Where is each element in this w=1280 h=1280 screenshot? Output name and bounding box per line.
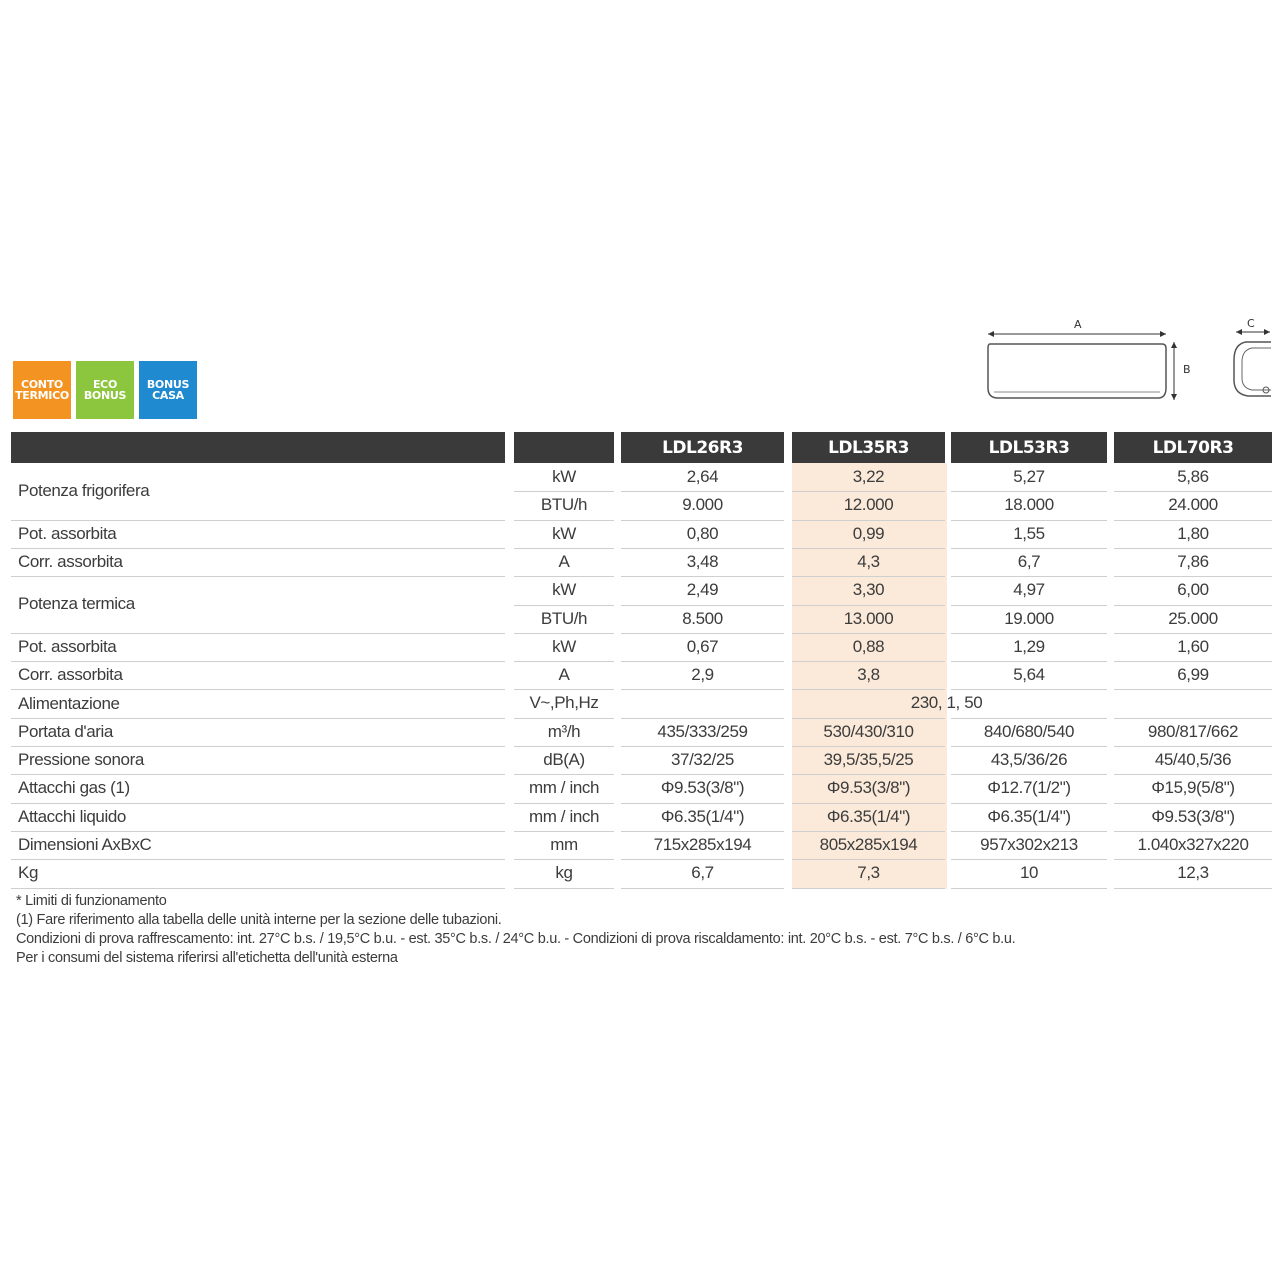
row-value: 715x285x194 [653, 834, 752, 854]
row-label: Attacchi gas (1) [18, 778, 130, 798]
footnote: * Limiti di funzionamento [16, 893, 167, 909]
row-value: Φ15,9(5/8") [1151, 778, 1235, 798]
row-value: Φ6.35(1/4") [987, 806, 1071, 826]
row-value: 0,67 [686, 636, 719, 656]
row-unit: mm / inch [528, 806, 600, 826]
row-value: 12.000 [843, 495, 894, 515]
row-value: 1,60 [1177, 636, 1209, 656]
row-divider [621, 888, 784, 889]
row-divider [951, 888, 1107, 889]
row-value: 6,7 [1017, 551, 1041, 571]
row-unit: BTU/h [540, 608, 588, 628]
row-value: 980/817/662 [1147, 721, 1239, 741]
row-label: Corr. assorbita [18, 665, 123, 685]
row-value: 1,29 [1013, 636, 1045, 656]
row-value: 8.500 [682, 608, 723, 628]
row-value: 10 [1019, 863, 1039, 883]
incentive-badges [13, 361, 197, 419]
row-value: 25.000 [1168, 608, 1218, 628]
row-value-span: 230, 1, 50 [910, 693, 983, 713]
row-value: 4,97 [1013, 580, 1045, 600]
row-value: 3,22 [852, 467, 885, 486]
row-unit: A [558, 551, 570, 571]
row-value: 2,49 [686, 580, 719, 600]
row-unit: V~,Ph,Hz [529, 693, 599, 713]
row-value: 2,64 [686, 467, 719, 486]
row-value: 12,3 [1177, 863, 1209, 883]
row-value: 530/430/310 [823, 721, 914, 741]
row-value: Φ9.53(3/8") [826, 778, 911, 798]
model-header: LDL70R3 [1114, 432, 1272, 463]
row-value: 19.000 [1004, 608, 1054, 628]
footnote: Per i consumi del sistema riferirsi all'etichetta dell'unità esterna [16, 950, 398, 966]
row-label: Potenza termica [18, 594, 135, 614]
row-divider [1114, 888, 1272, 889]
model-header: LDL53R3 [951, 432, 1107, 463]
row-label: Pot. assorbita [18, 523, 117, 543]
row-unit: mm / inch [528, 778, 600, 798]
row-value: 43,5/36/26 [990, 750, 1068, 769]
row-value: 957x302x213 [980, 834, 1078, 854]
row-unit: mm [550, 834, 578, 854]
row-label: Portata d'aria [18, 721, 113, 741]
row-value: 7,3 [857, 863, 880, 883]
row-value: Φ12.7(1/2") [987, 778, 1071, 798]
conto-termico-badge: CONTO TERMICO [13, 361, 71, 419]
row-value: 13.000 [843, 608, 894, 628]
bonus-casa-badge: BONUS CASA [139, 361, 197, 419]
row-value: 3,48 [686, 551, 719, 571]
row-value: 6,00 [1177, 580, 1209, 600]
row-value: 5,64 [1013, 665, 1045, 685]
row-value: 3,30 [852, 580, 885, 600]
row-value: 2,9 [691, 665, 714, 685]
footnotes [16, 892, 1015, 968]
row-value: 0,80 [686, 523, 719, 543]
row-divider [792, 888, 945, 889]
model-header: LDL26R3 [621, 432, 784, 463]
row-value: 39,5/35,5/25 [823, 750, 914, 769]
row-unit: kW [552, 636, 576, 656]
row-divider [514, 888, 614, 889]
row-value: 4,3 [857, 551, 880, 571]
row-value: 18.000 [1004, 495, 1054, 515]
row-unit: BTU/h [540, 495, 588, 515]
row-label: Pot. assorbita [18, 636, 117, 656]
row-value: 6,7 [691, 863, 714, 883]
row-unit: A [558, 665, 570, 685]
row-value: 840/680/540 [983, 721, 1075, 741]
row-value: 24.000 [1168, 495, 1218, 515]
row-unit: kW [552, 580, 576, 600]
eco-bonus-badge: ECO BONUS [76, 361, 134, 419]
row-unit: m³/h [547, 721, 581, 741]
header-blank-label [11, 432, 505, 463]
row-unit: kW [552, 467, 576, 486]
dimension-b-label: B [1183, 363, 1191, 376]
row-label: Potenza frigorifera [18, 481, 150, 501]
footnote: Condizioni di prova raffrescamento: int. 27°C b.s. / 19,5°C b.u. - est. 35°C b.s. / 24°C b.u. - Condizioni di prova riscaldamento: int. 20°C b.s. - est. 7°C b.s. / 6°C b.u. [16, 931, 1016, 947]
row-value: Φ9.53(3/8") [660, 778, 745, 798]
model-header: LDL35R3 [792, 432, 945, 463]
row-value: 1,80 [1177, 523, 1209, 543]
row-value: Φ9.53(3/8") [1151, 806, 1235, 826]
row-unit: dB(A) [543, 750, 585, 769]
row-label: Pressione sonora [18, 750, 144, 770]
row-unit: kW [552, 523, 576, 543]
row-value: 5,86 [1177, 467, 1209, 486]
row-value: Φ6.35(1/4") [826, 806, 911, 826]
row-value: Φ6.35(1/4") [660, 806, 745, 826]
row-unit: kg [555, 863, 573, 883]
footnote: (1) Fare riferimento alla tabella delle unità interne per la sezione delle tubazioni. [16, 912, 502, 928]
row-value: 6,99 [1177, 665, 1209, 685]
row-label: Attacchi liquido [18, 806, 126, 826]
dimension-c-label: C [1247, 317, 1255, 330]
row-value: 1.040x327x220 [1137, 834, 1249, 854]
row-value: 1,55 [1013, 523, 1045, 543]
row-label: Kg [18, 863, 38, 883]
row-value: 0,99 [852, 523, 885, 543]
row-value: 0,88 [852, 636, 885, 656]
row-value: 37/32/25 [671, 750, 734, 769]
row-value: 9.000 [682, 495, 723, 515]
row-value: 7,86 [1177, 551, 1209, 571]
unit-dimensions-diagram [980, 314, 1275, 409]
dimension-a-label: A [1074, 318, 1082, 331]
row-value: 5,27 [1013, 467, 1045, 486]
row-divider [11, 888, 505, 889]
header-blank-unit [514, 432, 614, 463]
row-value: 805x285x194 [819, 834, 918, 854]
row-label: Corr. assorbita [18, 552, 123, 572]
row-label: Alimentazione [18, 693, 120, 713]
row-value: 3,8 [857, 665, 880, 685]
row-value: 45/40,5/36 [1154, 750, 1232, 769]
row-label: Dimensioni AxBxC [18, 835, 152, 855]
row-value: 435/333/259 [657, 721, 748, 741]
